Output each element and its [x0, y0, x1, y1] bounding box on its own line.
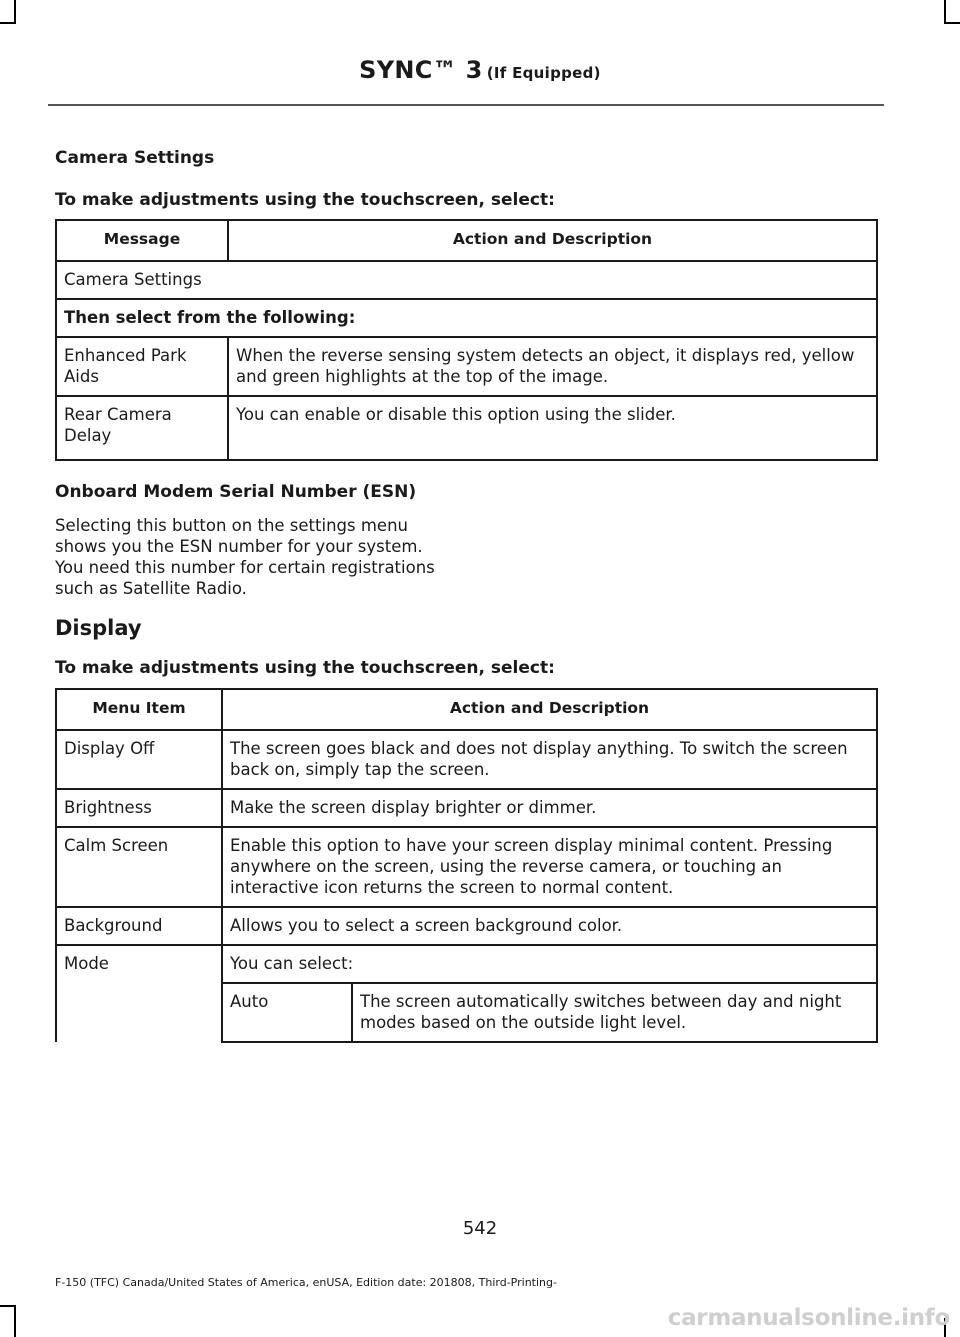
display-heading: Display [55, 616, 142, 640]
display-table-item: Brightness [56, 789, 222, 827]
table-row [56, 907, 877, 945]
crop-mark-top-right-h [944, 22, 960, 24]
page-number: 542 [462, 1218, 498, 1239]
crop-mark-top-left-v [14, 0, 16, 22]
table-row [56, 261, 877, 299]
display-table-item: Calm Screen [56, 827, 222, 907]
table-row [56, 730, 877, 789]
display-table-item: Mode [56, 945, 222, 1042]
crop-mark-bottom-left-v [14, 1305, 16, 1337]
camera-table-path: Camera Settings [56, 261, 877, 299]
watermark: carmanualsonline.info [667, 1305, 950, 1331]
display-intro: To make adjustments using the touchscreen, select: [55, 658, 555, 678]
table-row [56, 299, 877, 337]
camera-table-desc: You can enable or disable this option using the slider. [228, 396, 877, 460]
camera-table-item: Enhanced Park Aids [56, 337, 228, 396]
edition-info: F-150 (TFC) Canada/United States of America, enUSA, Edition date: 201808, Third-Printing- [55, 1276, 557, 1289]
camera-table-header-action: Action and Description [228, 220, 877, 261]
camera-table-header-message: Message [56, 220, 228, 261]
esn-heading: Onboard Modem Serial Number (ESN) [55, 482, 417, 502]
header-title: SYNC™ 3 [359, 56, 483, 84]
table-row [56, 827, 877, 907]
camera-settings-intro: To make adjustments using the touchscreen, select: [55, 190, 555, 210]
camera-settings-table [55, 219, 878, 461]
page-header [0, 56, 960, 84]
display-table-subdesc: The screen automatically switches between day and night modes based on the outside light level. [352, 983, 877, 1042]
camera-settings-heading: Camera Settings [55, 148, 215, 168]
table-row [56, 337, 877, 396]
display-table-header-menu-item: Menu Item [56, 689, 222, 730]
crop-mark-top-left-h [0, 22, 16, 24]
display-table-subitem: Auto [222, 983, 352, 1042]
display-table-desc: Allows you to select a screen background color. [222, 907, 877, 945]
display-table-desc: Enable this option to have your screen display minimal content. Pressing anywhere on the screen, using the reverse camera, or touching an interactive icon returns the screen to normal content. [222, 827, 877, 907]
header-subtitle: (If Equipped) [486, 64, 601, 82]
camera-table-desc: When the reverse sensing system detects an object, it displays red, yellow and green highlights at the top of the image. [228, 337, 877, 396]
table-row [56, 396, 877, 460]
header-divider [48, 104, 884, 106]
camera-table-then: Then select from the following: [56, 299, 877, 337]
table-row [56, 945, 877, 983]
esn-body: Selecting this button on the settings menu shows you the ESN number for your system. You need this number for certain registrations such as Satellite Radio. [55, 516, 435, 598]
crop-mark-bottom-left-h [0, 1305, 16, 1307]
crop-mark-top-right-v [944, 0, 946, 22]
display-table-header-action: Action and Description [222, 689, 877, 730]
table-row [56, 789, 877, 827]
display-table-desc: You can select: [222, 945, 877, 983]
display-table-desc: The screen goes black and does not display anything. To switch the screen back on, simply tap the screen. [222, 730, 877, 789]
display-table [55, 688, 878, 1043]
display-table-desc: Make the screen display brighter or dimmer. [222, 789, 877, 827]
display-table-item: Display Off [56, 730, 222, 789]
camera-table-item: Rear Camera Delay [56, 396, 228, 460]
display-table-item: Background [56, 907, 222, 945]
